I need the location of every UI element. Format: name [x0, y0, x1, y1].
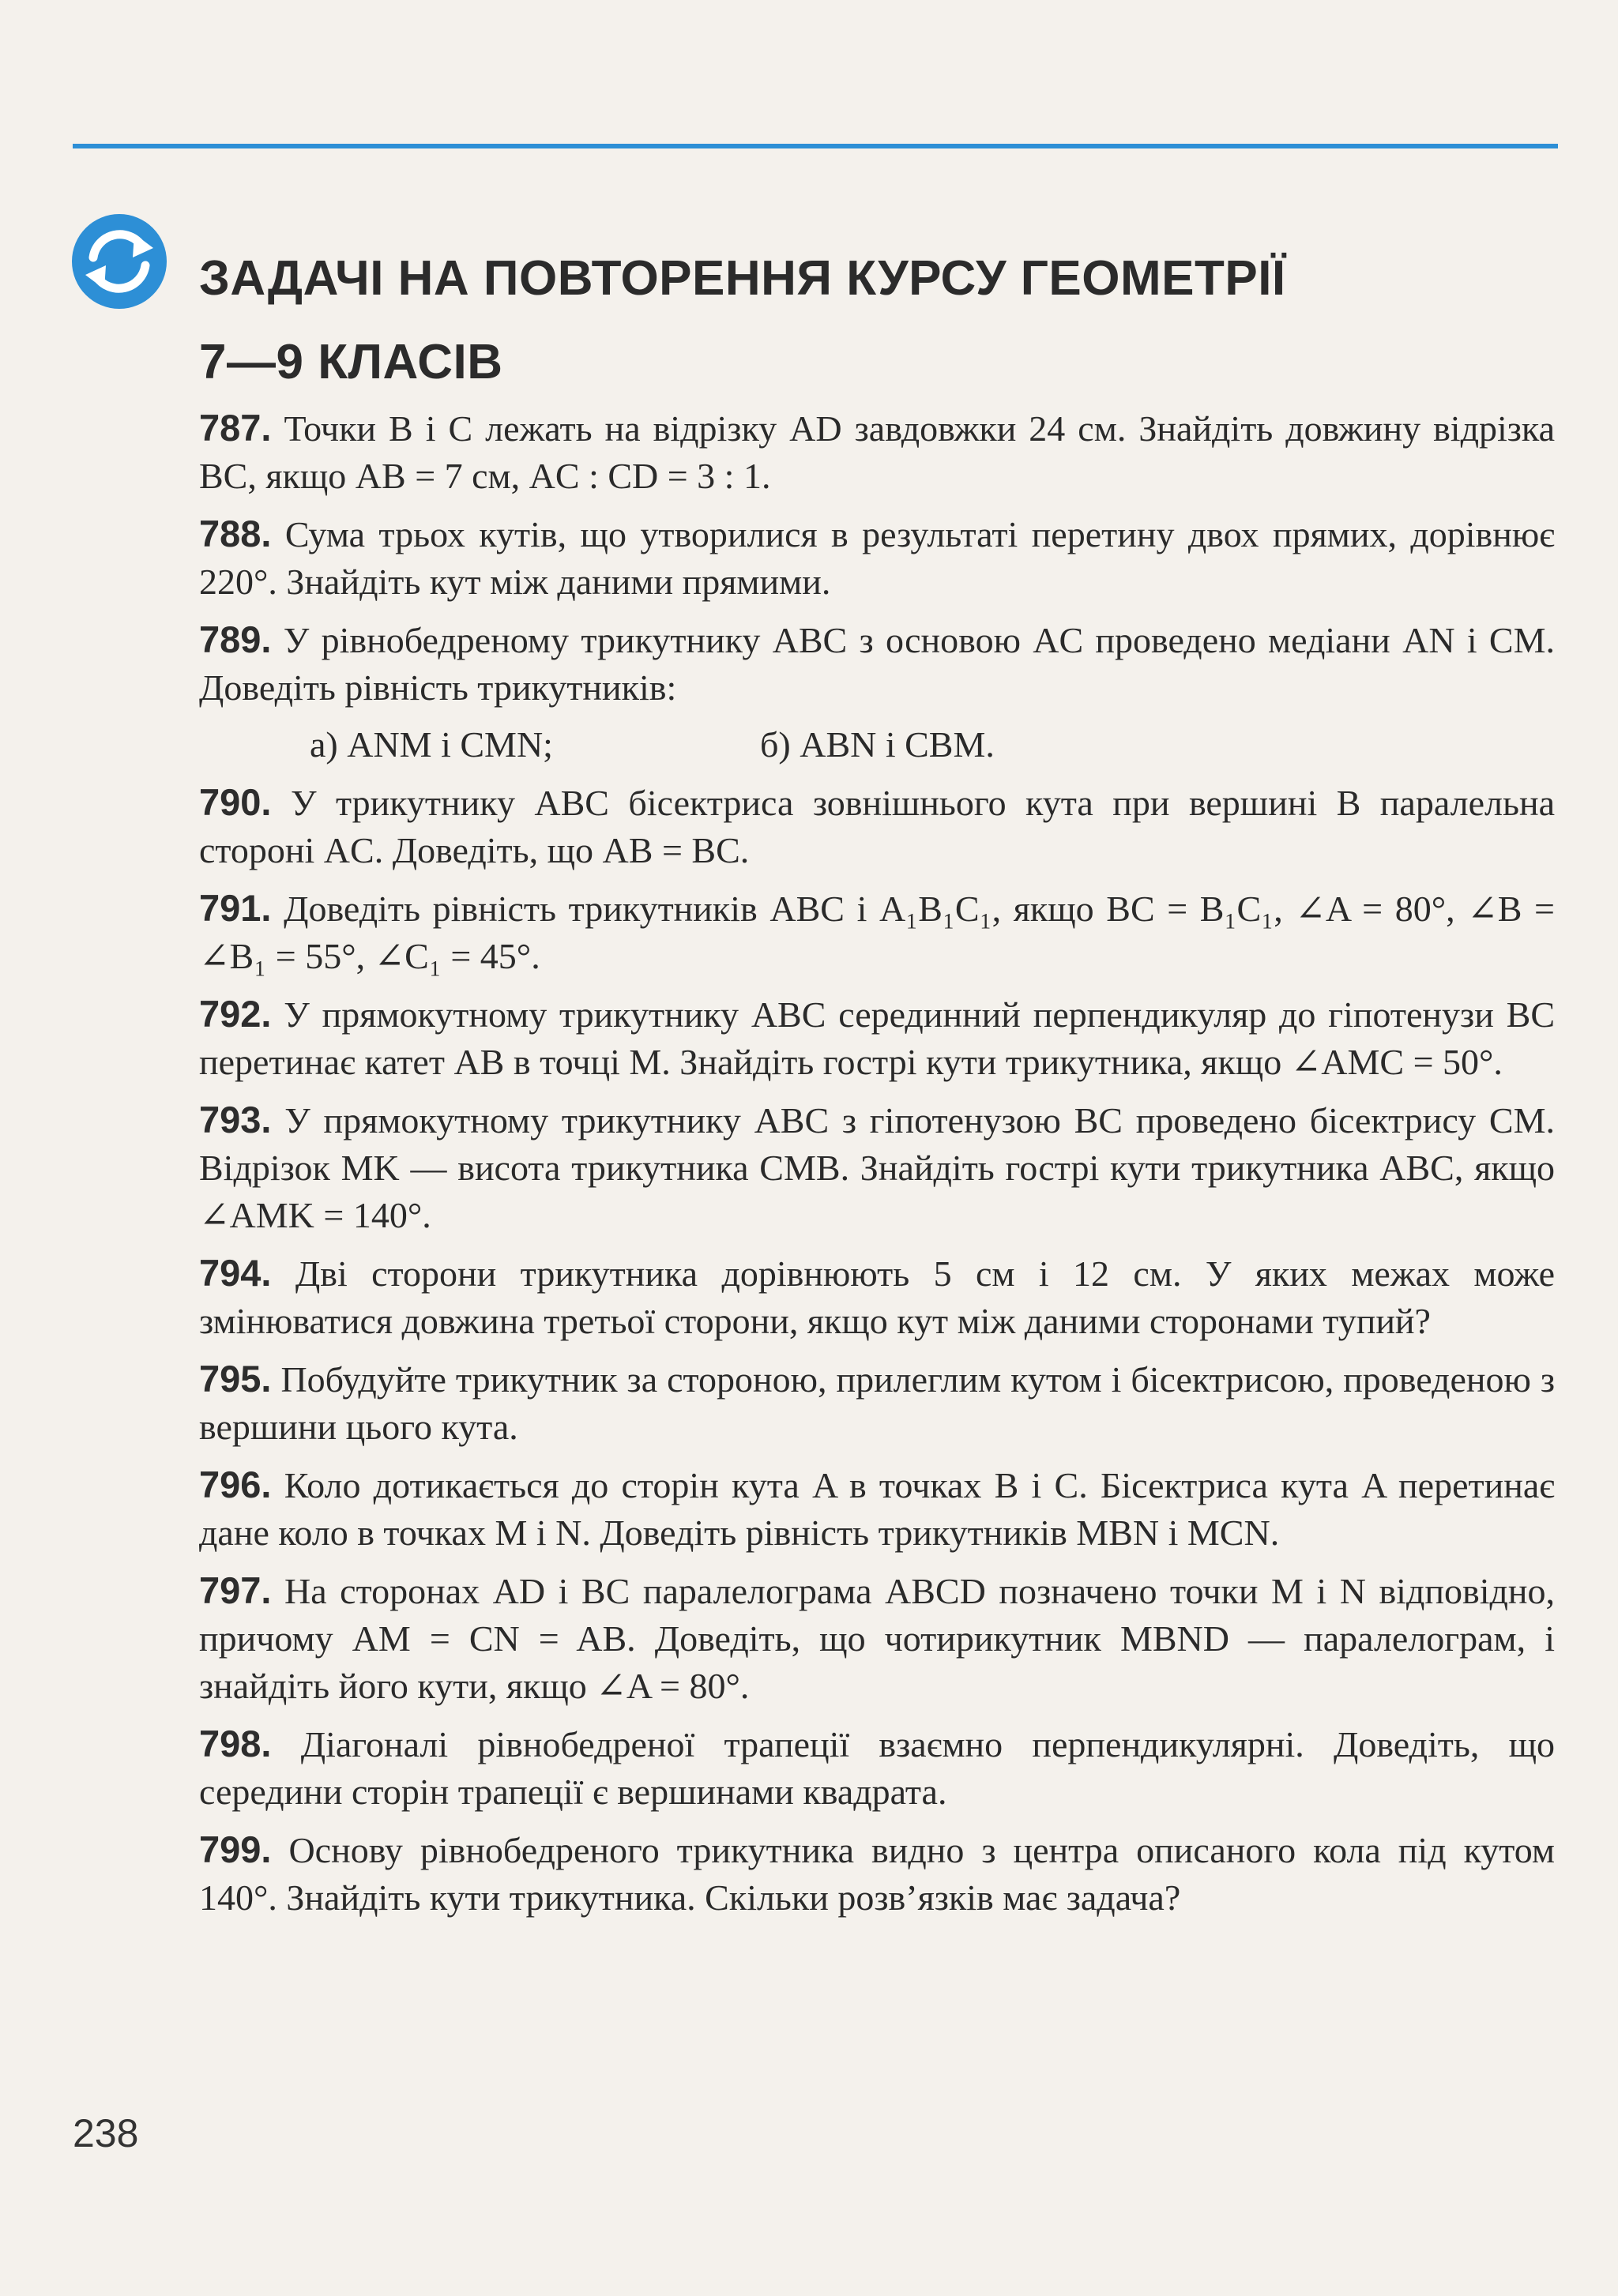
problem-number: 799.: [199, 1828, 272, 1870]
problem-797: [199, 1567, 1555, 1710]
problem-794: [199, 1249, 1555, 1345]
problem-text: Коло дотикається до сторін кута A в точках B і C. Бісектриса кута A перетинає дане коло в точках M і N. Доведіть рівність трикутників MBN і MCN.: [199, 1465, 1556, 1553]
problem-795: [199, 1355, 1555, 1451]
problem-text: У прямокутному трикутнику ABC з гіпотенузою BC проведено бісектрису CM. Відрізок MK — висота трикутника CMB. Знайдіть гострі кути трикутника ABC, якщо ∠AMK = 140°.: [199, 1100, 1556, 1235]
problem-text: Сума трьох кутів, що утворилися в результаті перетину двох прямих, дорівнює 220°. Знайдіть кут між даними прямими.: [199, 514, 1555, 602]
subproblem-row: [199, 721, 1555, 768]
problem-790: [199, 779, 1555, 874]
problem-788: [199, 510, 1555, 606]
page-number: 238: [73, 2111, 139, 2155]
problem-796: [199, 1461, 1555, 1557]
problem-number: 797.: [199, 1569, 272, 1611]
problem-798: [199, 1720, 1555, 1816]
problem-number: 798.: [199, 1723, 272, 1764]
problem-text: Побудуйте трикутник за стороною, прилеглим кутом і бісектрисою, проведеною з вершини цього кута.: [199, 1359, 1556, 1447]
problem-793: [199, 1096, 1555, 1239]
section-heading: [199, 237, 1542, 404]
problem-number: 787.: [199, 407, 272, 449]
problem-text: У трикутнику ABC бісектриса зовнішнього кута при вершині B паралельна стороні AC. Доведіть, що AB = BC.: [199, 783, 1556, 870]
problem-number: 788.: [199, 513, 272, 554]
problem-number: 796.: [199, 1464, 272, 1505]
problem-792: [199, 990, 1555, 1086]
problem-number: 792.: [199, 993, 272, 1035]
refresh-cycle-icon: [70, 212, 169, 311]
problem-number: 791.: [199, 887, 272, 929]
problem-number: 795.: [199, 1358, 272, 1400]
problem-text: Основу рівнобедреного трикутника видно з центра описаного кола під кутом 140°. Знайдіть кути трикутника. Скільки розв’язків має задача?: [199, 1830, 1555, 1918]
problem-text: На сторонах AD і BC паралелограма ABCD позначено точки M і N відповідно, причому AM = CN = AB. Доведіть, що чотирикутник MBND — паралелограм, і знайдіть його кути, якщо ∠A = 80°.: [199, 1571, 1555, 1706]
problem-789: [199, 616, 1555, 768]
problem-text: Дві сторони трикутника дорівнюють 5 см і 12 см. У яких межах може змінюватися довжина третьої сторони, якщо кут між даними сторонами тупий?: [199, 1253, 1555, 1341]
problem-list: [199, 404, 1555, 1932]
problem-number: 790.: [199, 781, 272, 823]
problem-text: Доведіть рівність трикутників ABC і A₁B₁C₁, якщо BC = B₁C₁, ∠A = 80°, ∠B = ∠B₁ = 55°, ∠C₁ = 45°.: [199, 889, 1556, 976]
problem-number: 794.: [199, 1252, 272, 1294]
problem-text: Діагоналі рівнобедреної трапеції взаємно перпендикулярні. Доведіть, що середини сторін трапеції є вершинами квадрата.: [199, 1724, 1555, 1812]
heading-line-2: 7—9 КЛАСІВ: [199, 335, 503, 389]
problem-text: Точки B і C лежать на відрізку AD завдовжки 24 см. Знайдіть довжину відрізка BC, якщо AB = 7 см, AC : CD = 3 : 1.: [199, 408, 1556, 496]
problem-number: 789.: [199, 618, 272, 660]
top-rule: [73, 144, 1558, 148]
problem-number: 793.: [199, 1099, 272, 1140]
problem-791: [199, 885, 1555, 980]
heading-line-1: ЗАДАЧІ НА ПОВТОРЕННЯ КУРСУ ГЕОМЕТРІЇ: [199, 251, 1286, 306]
problem-text: У прямокутному трикутнику ABC серединний перпендикуляр до гіпотенузи BC перетинає катет AB в точці M. Знайдіть гострі кути трикутника, якщо ∠AMC = 50°.: [199, 994, 1555, 1082]
subproblem-b: б) ABN і CBM.: [760, 724, 995, 765]
problem-799: [199, 1826, 1555, 1922]
subproblem-a: а) ANM і CMN;: [310, 724, 553, 765]
problem-787: [199, 404, 1555, 500]
problem-text: У рівнобедреному трикутнику ABC з основою AC проведено медіани AN і CM. Доведіть рівність трикутників:: [199, 620, 1555, 708]
